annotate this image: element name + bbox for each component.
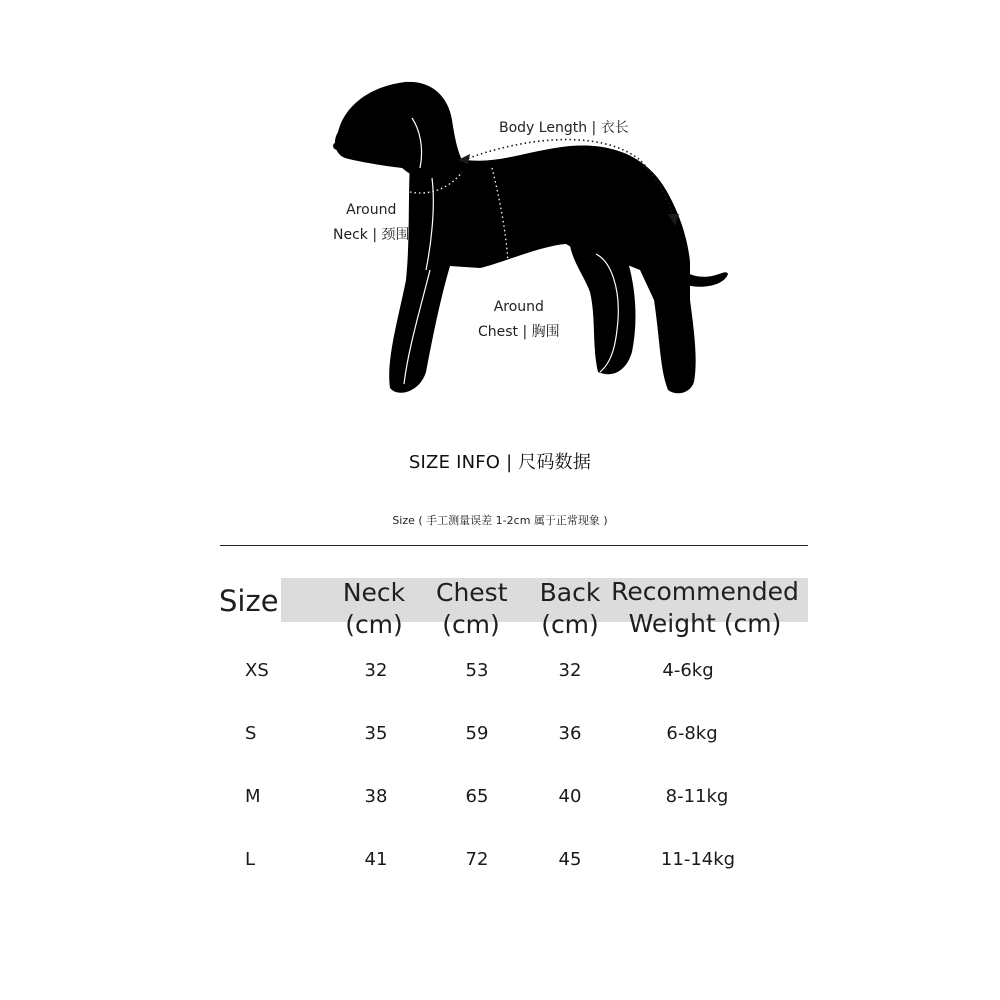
- chest-cell: 59: [465, 723, 489, 744]
- header-back-line2: (cm): [541, 610, 599, 639]
- body-length-label: Body Length | 衣长: [499, 120, 629, 136]
- header-chest-line2: (cm): [442, 610, 500, 639]
- chest-cell: 53: [465, 660, 489, 681]
- neck-cell: 32: [364, 660, 388, 681]
- weight-cell: 4-6kg: [662, 660, 714, 681]
- divider-line: [220, 545, 808, 546]
- header-back: [538, 577, 602, 641]
- weight-cell: 6-8kg: [666, 723, 718, 744]
- header-neck-line2: (cm): [345, 610, 403, 639]
- header-back-line1: Back: [539, 578, 601, 607]
- header-neck: [342, 577, 406, 641]
- weight-cell: 8-11kg: [665, 786, 729, 807]
- neck-cell: 41: [364, 849, 388, 870]
- back-cell: 32: [558, 660, 582, 681]
- header-weight-line1: Recommended: [611, 577, 799, 606]
- back-cell: 40: [558, 786, 582, 807]
- header-neck-line1: Neck: [342, 578, 406, 607]
- size-cell: L: [245, 849, 256, 870]
- chest-cell: 65: [465, 786, 489, 807]
- around-chest-line1: Around: [493, 299, 544, 315]
- page-subtitle: Size ( 手工测量误差 1-2cm 属于正常现象 ): [392, 514, 608, 527]
- header-size: Size: [219, 584, 279, 618]
- around-neck-line2: Neck | 颈围: [333, 227, 410, 243]
- back-cell: 45: [558, 849, 582, 870]
- size-cell: XS: [245, 660, 269, 681]
- neck-cell: 35: [364, 723, 388, 744]
- neck-cell: 38: [364, 786, 388, 807]
- chest-cell: 72: [465, 849, 489, 870]
- size-cell: M: [245, 786, 261, 807]
- header-chest-line1: Chest: [436, 578, 508, 607]
- header-chest: [436, 577, 506, 641]
- around-chest-label: [478, 295, 560, 345]
- page-title: SIZE INFO | 尺码数据: [408, 452, 592, 473]
- dog-silhouette-figure: [0, 0, 1000, 420]
- header-weight-line2: Weight (cm): [628, 609, 782, 638]
- weight-cell: 11-14kg: [660, 849, 736, 870]
- header-weight: [610, 576, 800, 640]
- around-neck-label: [333, 198, 410, 248]
- back-cell: 36: [558, 723, 582, 744]
- size-cell: S: [245, 723, 257, 744]
- around-chest-line2: Chest | 胸围: [478, 324, 560, 340]
- around-neck-line1: Around: [346, 202, 397, 218]
